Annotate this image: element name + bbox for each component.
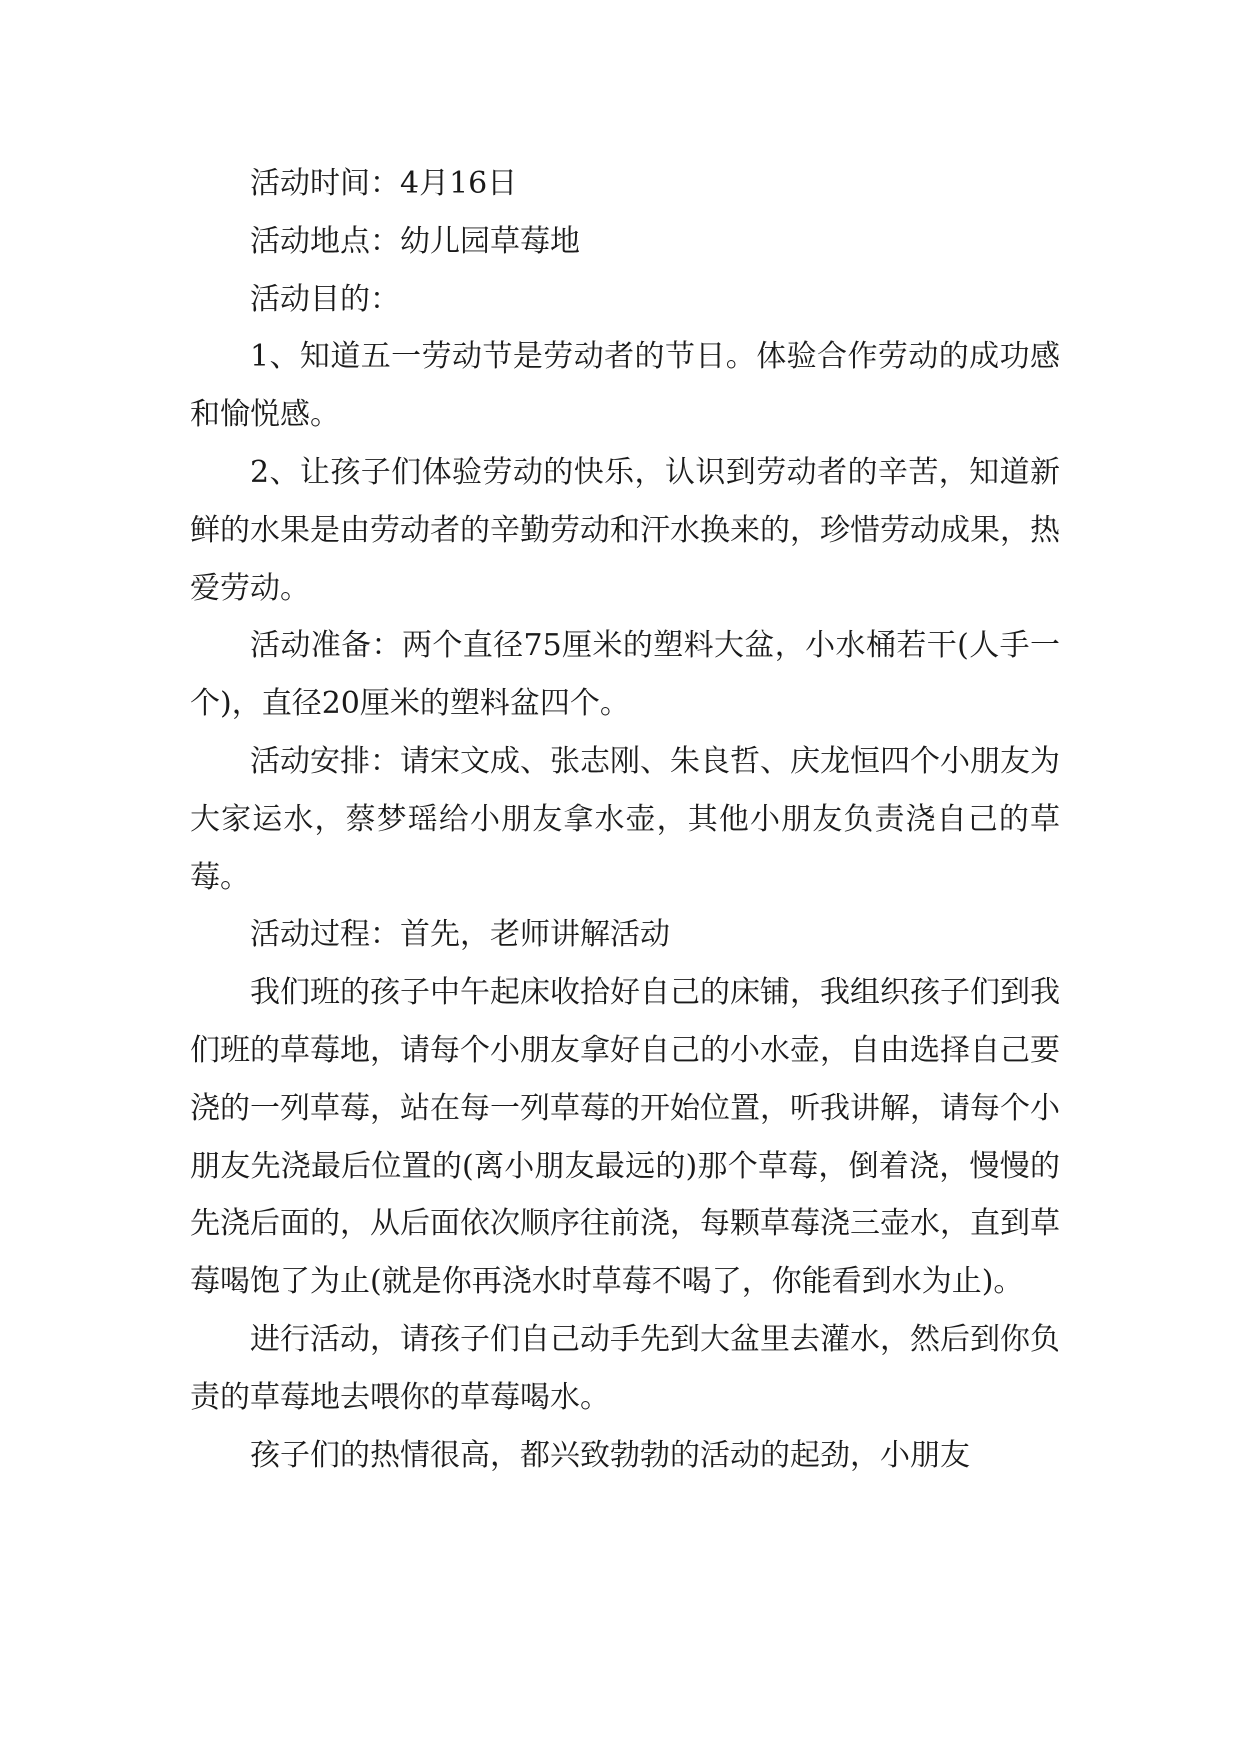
activity-location: 活动地点：幼儿园草莓地 — [250, 223, 580, 259]
activity-purpose-item-2: 2、让孩子们体验劳动的快乐，认识到劳动者的辛苦，知道新鲜的水果是由劳动者的辛勤劳动和汗水换来的，珍惜劳动成果，热爱劳动。 — [190, 454, 1060, 606]
activity-purpose-heading: 活动目的： — [250, 281, 400, 317]
activity-process: 活动过程：首先，老师讲解活动 — [250, 917, 670, 953]
activity-time: 活动时间：4月16日 — [250, 166, 518, 201]
activity-arrangement: 活动安排：请宋文成、张志刚、朱良哲、庆龙恒四个小朋友为大家运水，蔡梦瑶给小朋友拿水壶，其他小朋友负责浇自己的草莓。 — [190, 743, 1060, 895]
activity-preparation: 活动准备：两个直径75厘米的塑料大盆，小水桶若干(人手一个)，直径20厘米的塑料盆四个。 — [190, 628, 1060, 722]
body-paragraph: 进行活动，请孩子们自己动手先到大盆里去灌水，然后到你负责的草莓地去喂你的草莓喝水。 — [190, 1321, 1060, 1415]
body-paragraph: 孩子们的热情很高，都兴致勃勃的活动的起劲，小朋友 — [250, 1437, 970, 1473]
body-paragraph: 我们班的孩子中午起床收拾好自己的床铺，我组织孩子们到我们班的草莓地，请每个小朋友拿好自己的小水壶，自由选择自己要浇的一列草莓，站在每一列草莓的开始位置，听我讲解，请每个小朋友先浇最后位置的(离小朋友最远的)那个草莓，倒着浇，慢慢的先浇后面的，从后面依次顺序往前浇，每颗草莓浇三壶水，直到草莓喝饱了为止(就是你再浇水时草莓不喝了，你能看到水为止)。 — [190, 975, 1060, 1300]
activity-purpose-item-1: 1、知道五一劳动节是劳动者的节日。体验合作劳动的成功感和愉悦感。 — [190, 339, 1060, 433]
document-page — [190, 155, 1060, 1484]
